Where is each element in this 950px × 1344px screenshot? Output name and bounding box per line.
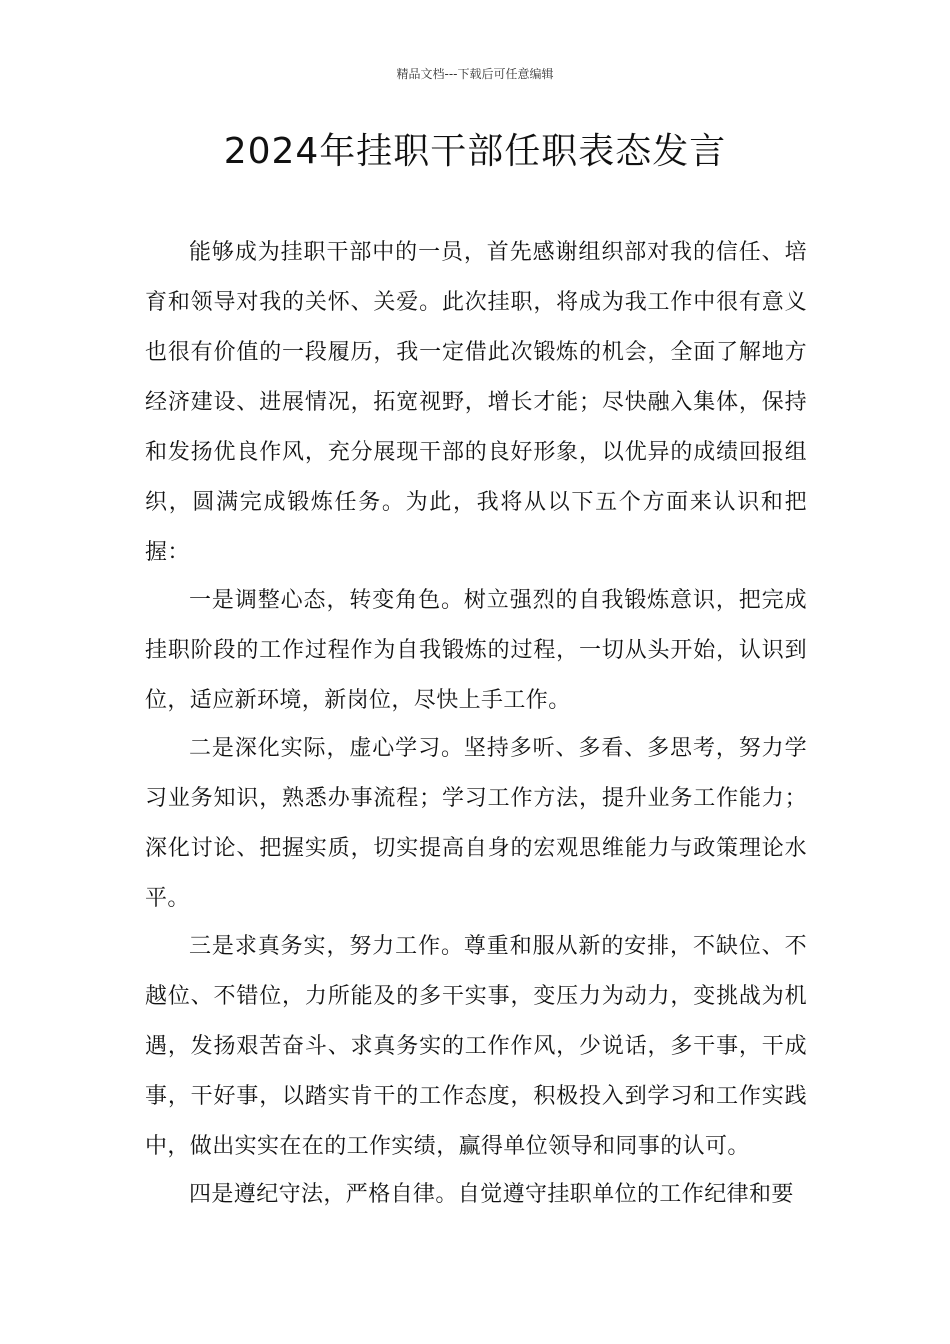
header-note: 精品文档---下载后可任意编辑 [396, 67, 554, 81]
page-title: 2024年挂职干部任职表态发言 [223, 131, 727, 172]
paragraph-point-3: 三是求真务实，努力工作。尊重和服从新的安排，不缺位、不越位、不错位，力所能及的多干实事，变压力为动力，变挑战为机遇，发扬艰苦奋斗、求真务实的工作作风，少说话，多干事，干成事，干好事，以踏实肯干的工作态度，积极投入到学习和工作实践中，做出实实在在的工作实绩，赢得单位领导和同事的认可。 [145, 934, 807, 1159]
paragraph-intro: 能够成为挂职干部中的一员，首先感谢组织部对我的信任、培育和领导对我的关怀、关爱。此次挂职，将成为我工作中很有意义也很有价值的一段履历，我一定借此次锻炼的机会，全面了解地方经济建设、进展情况，拓宽视野，增长才能；尽快融入集体，保持和发扬优良作风，充分展现干部的良好形象，以优异的成绩回报组织，圆满完成锻炼任务。为此，我将从以下五个方面来认识和把握： [145, 240, 807, 565]
paragraph-point-4: 四是遵纪守法，严格自律。自觉遵守挂职单位的工作纪律和要 [189, 1182, 794, 1207]
paragraph-point-2: 二是深化实际，虚心学习。坚持多听、多看、多思考，努力学习业务知识，熟悉办事流程；学习工作方法，提升业务工作能力；深化讨论、把握实质，切实提高自身的宏观思维能力与政策理论水平。 [145, 736, 807, 911]
paragraph-point-1: 一是调整心态，转变角色。树立强烈的自我锻炼意识，把完成挂职阶段的工作过程作为自我锻炼的过程，一切从头开始，认识到位，适应新环境，新岗位，尽快上手工作。 [145, 588, 807, 713]
